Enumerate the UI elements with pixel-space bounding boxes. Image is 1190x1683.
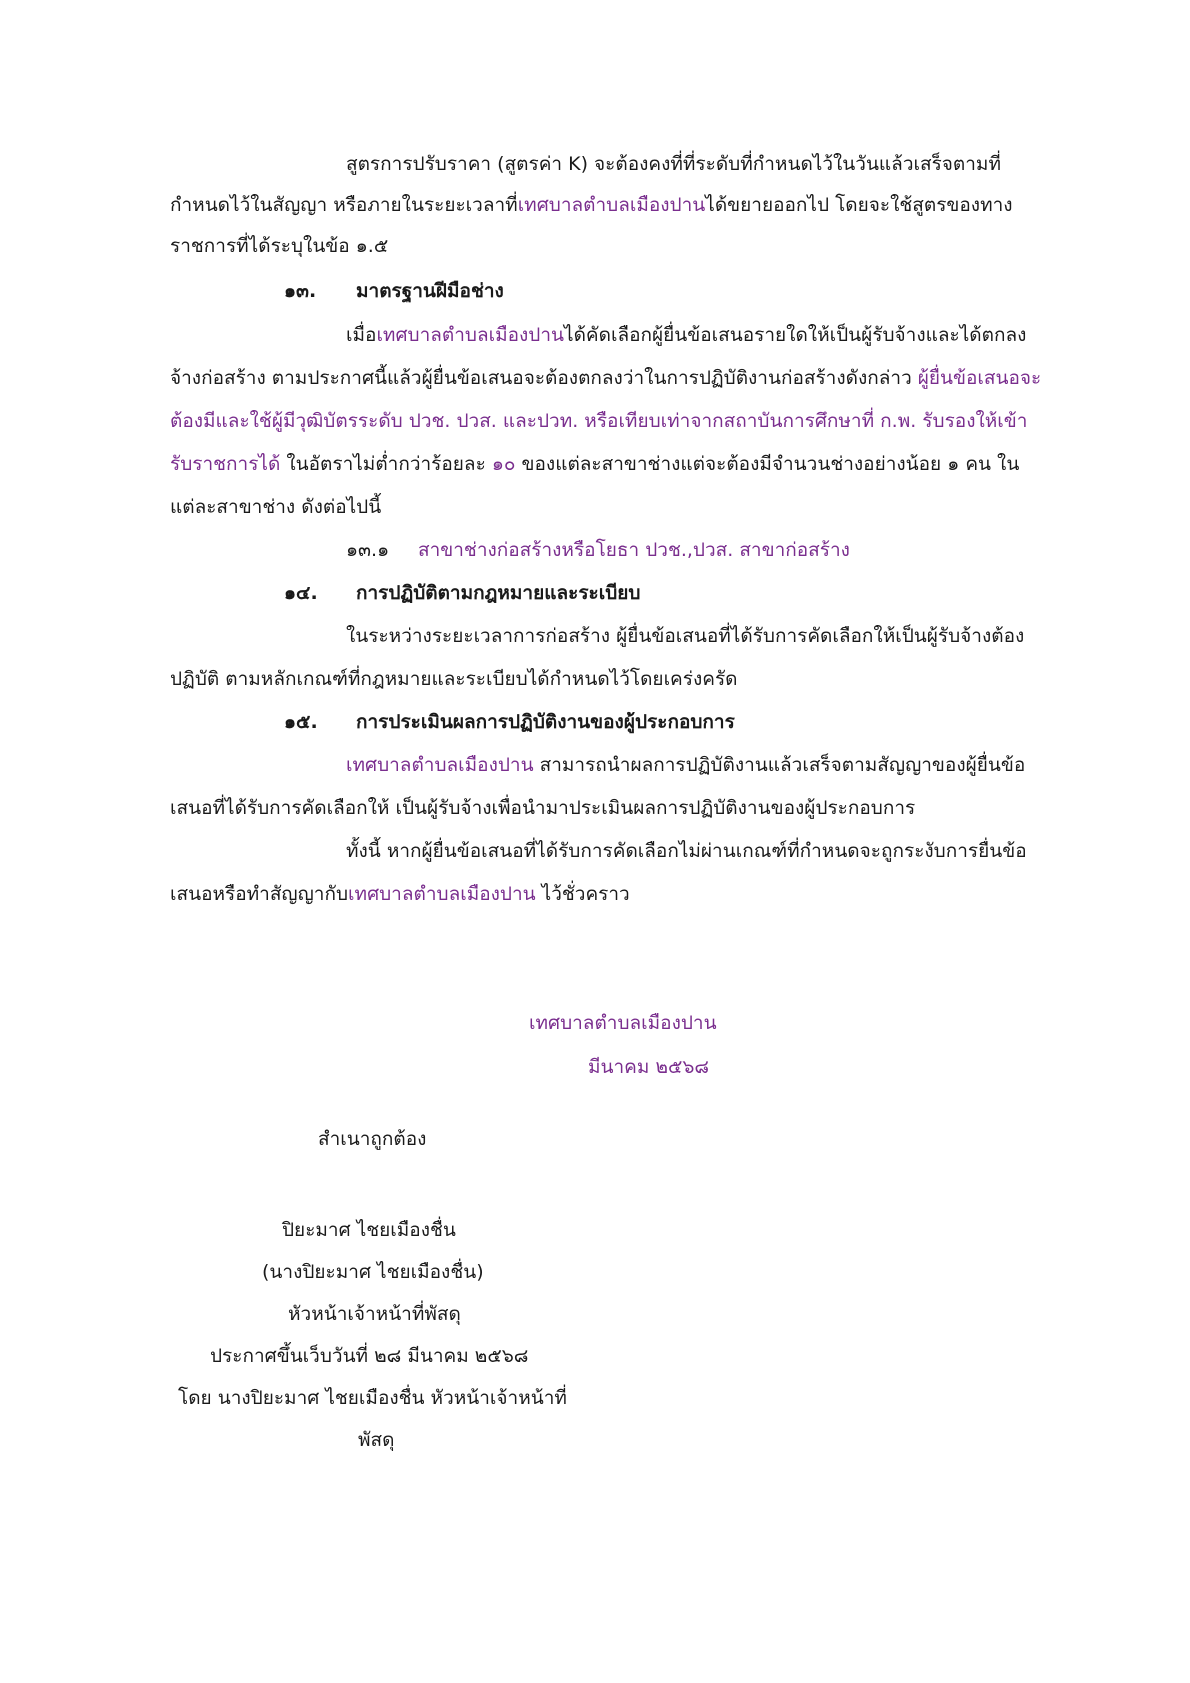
adjust-text-2a: กำหนดไว้ในสัญญา หรือภายในระยะเวลาที่ xyxy=(170,194,518,216)
municipality-name: เทศบาลตำบลเมืองปาน xyxy=(346,754,534,776)
s14-line-2 xyxy=(170,665,738,693)
s15-text-2: เสนอที่ได้รับการคัดเลือกให้ เป็นผู้รับจ้างเพื่อนำมาประเมินผลการปฏิบัติงานของผู้ประกอบการ xyxy=(170,797,916,819)
s15-line-2 xyxy=(170,794,915,822)
signature-text: ปิยะมาศ ไชยเมืองชื่น xyxy=(282,1219,456,1241)
s13-text-4d: ของแต่ละสาขาช่างแต่จะต้องมีจำนวนช่างอย่างน้อย ๑ คน ใน xyxy=(515,453,1020,475)
s13-text-1c: ได้คัดเลือกผู้ยื่นข้อเสนอรายใดให้เป็นผู้รับจ้างและได้ตกลง xyxy=(564,324,1027,346)
section-13-number: ๑๓. xyxy=(284,280,317,302)
s15-text-3: ทั้งนี้ หากผู้ยื่นข้อเสนอที่ได้รับการคัดเลือกไม่ผ่านเกณฑ์ที่กำหนดจะถูกระงับการยื่นข้อ xyxy=(346,840,1027,862)
s15-text-1b: สามารถนำผลการปฏิบัติงานแล้วเสร็จตามสัญญาของผู้ยื่นข้อ xyxy=(533,754,1026,776)
s13-text-3: ต้องมีและใช้ผู้มีวุฒิบัตรระดับ ปวช. ปวส. และปวท. หรือเทียบเท่าจากสถาบันการศึกษาที่ ก.พ. รับรองให้เข้า xyxy=(170,410,1028,432)
posted-date-text: ประกาศขึ้นเว็บวันที่ ๒๘ มีนาคม ๒๕๖๘ xyxy=(210,1345,529,1367)
section-14-title: การปฏิบัติตามกฎหมายและระเบียบ xyxy=(356,582,641,604)
s13-line-4 xyxy=(170,450,1019,478)
municipality-name: เทศบาลตำบลเมืองปาน xyxy=(376,324,565,346)
section-14-number: ๑๔. xyxy=(284,582,318,604)
posted-by xyxy=(178,1384,567,1412)
section-14-heading xyxy=(284,579,641,607)
adjust-line-2 xyxy=(170,191,1013,219)
s15-line-1 xyxy=(346,751,1025,779)
adjust-line-3 xyxy=(170,232,388,260)
adjust-text-3: ราชการที่ได้ระบุในข้อ ๑.๕ xyxy=(170,235,389,257)
posted-by-end xyxy=(358,1426,394,1454)
s13-text-4a: รับราชการได้ xyxy=(170,453,281,475)
s13-text-1a: เมื่อ xyxy=(346,324,377,346)
certified-copy-text: สำเนาถูกต้อง xyxy=(318,1128,427,1150)
section-15-heading xyxy=(284,708,735,736)
signoff-organization xyxy=(529,1009,717,1037)
signoff-date-text: มีนาคม ๒๕๖๘ xyxy=(588,1056,710,1078)
s15-line-3 xyxy=(346,837,1027,865)
s13-percent-value: ๑๐ xyxy=(491,453,516,475)
section-15-title: การประเมินผลการปฏิบัติงานของผู้ประกอบการ xyxy=(356,711,735,733)
municipality-name: เทศบาลตำบลเมืองปาน xyxy=(517,194,706,216)
certified-copy-label xyxy=(318,1125,426,1153)
s15-text-4a: เสนอหรือทำสัญญากับ xyxy=(170,883,349,905)
s14-text-2: ปฏิบัติ ตามหลักเกณฑ์ที่กฎหมายและระเบียบได้กำหนดไว้โดยเคร่งครัด xyxy=(170,668,738,690)
adjust-line-1 xyxy=(346,150,1001,178)
s13-text-5: แต่ละสาขาช่าง ดังต่อไปนี้ xyxy=(170,496,382,518)
signer-full-name-text: (นางปิยะมาศ ไชยเมืองชื่น) xyxy=(262,1261,484,1283)
s14-line-1 xyxy=(346,622,1024,650)
s13-sub-item xyxy=(346,536,850,564)
s13-line-2 xyxy=(170,364,1041,392)
s13-line-3 xyxy=(170,407,1027,435)
municipality-name: เทศบาลตำบลเมืองปาน xyxy=(348,883,536,905)
adjust-text-1: สูตรการปรับราคา (สูตรค่า K) จะต้องคงที่ที่ระดับที่กำหนดไว้ในวันแล้วเสร็จตามที่ xyxy=(346,153,1001,175)
section-13-heading xyxy=(284,277,504,305)
s15-text-4c: ไว้ชั่วคราว xyxy=(535,883,630,905)
s13-line-1 xyxy=(346,321,1026,349)
signer-position xyxy=(288,1300,461,1328)
s13-highlight-2b: ผู้ยื่นข้อเสนอจะ xyxy=(917,367,1042,389)
s13-sub-text: สาขาช่างก่อสร้างหรือโยธา ปวช.,ปวส. สาขาก่อสร้าง xyxy=(418,539,850,561)
signoff-org-text: เทศบาลตำบลเมืองปาน xyxy=(529,1012,717,1034)
signoff-date xyxy=(588,1053,709,1081)
section-13-title: มาตรฐานฝีมือช่าง xyxy=(356,280,504,302)
s13-sub-number: ๑๓.๑ xyxy=(346,539,390,561)
s13-text-4b: ในอัตราไม่ต่ำกว่าร้อยละ xyxy=(280,453,492,475)
signer-full-name xyxy=(262,1258,484,1286)
s13-text-2a: จ้างก่อสร้าง ตามประกาศนี้แล้วผู้ยื่นข้อเสนอจะต้องตกลงว่าในการปฏิบัติงานก่อสร้างดังกล่าว xyxy=(170,367,918,389)
posted-by-end-text: พัสดุ xyxy=(358,1429,395,1451)
s15-line-4 xyxy=(170,880,630,908)
s13-line-5 xyxy=(170,493,381,521)
posted-by-text: โดย นางปิยะมาศ ไชยเมืองชื่น หัวหน้าเจ้าหน้าที่ xyxy=(178,1387,567,1409)
s14-text-1: ในระหว่างระยะเวลาการก่อสร้าง ผู้ยื่นข้อเสนอที่ได้รับการคัดเลือกให้เป็นผู้รับจ้างต้อง xyxy=(346,625,1025,647)
signer-position-text: หัวหน้าเจ้าหน้าที่พัสดุ xyxy=(288,1303,461,1325)
adjust-text-2c: ได้ขยายออกไป โดยจะใช้สูตรของทาง xyxy=(705,194,1013,216)
section-15-number: ๑๕. xyxy=(284,711,318,733)
posted-date xyxy=(210,1342,528,1370)
signature-name xyxy=(282,1216,456,1244)
